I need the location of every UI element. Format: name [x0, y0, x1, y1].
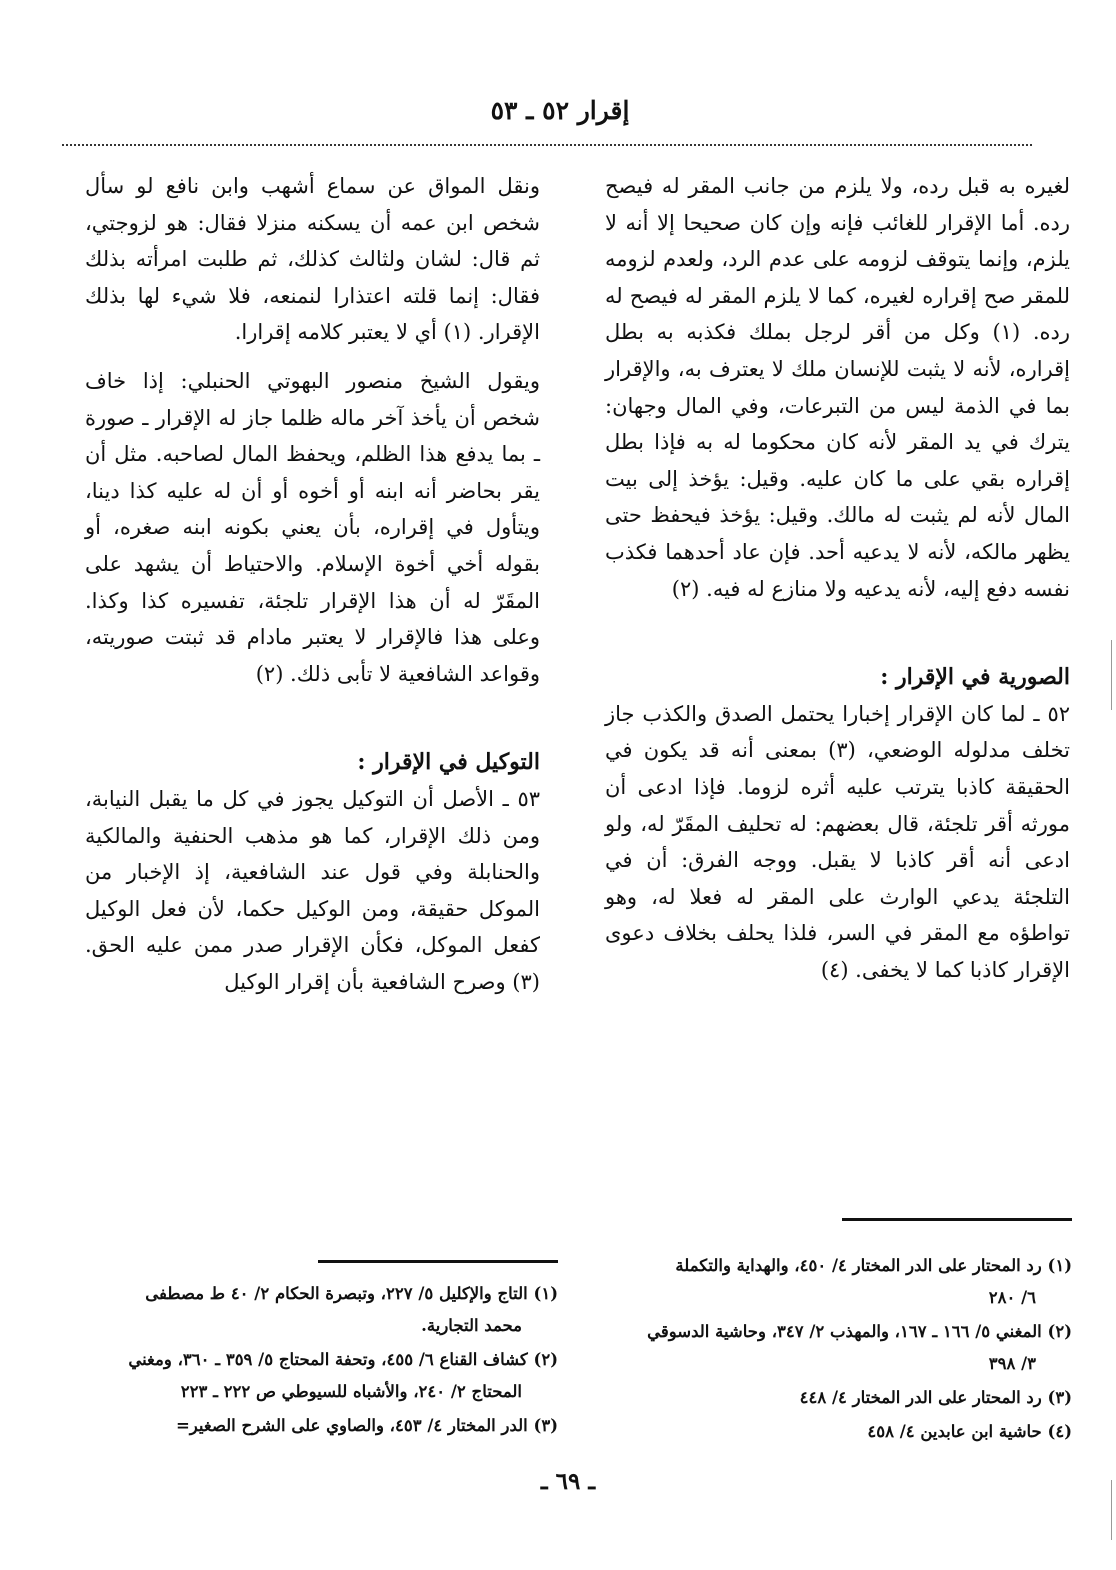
- scan-edge-mark: [1111, 640, 1112, 710]
- footnote: [600, 1416, 1072, 1448]
- section-heading: التوكيل في الإقرار :: [357, 749, 540, 776]
- footnote-text: (١) التاج والإكليل ٥/ ٢٢٧، وتبصرة الحكام ٢/ ٤٠ ط مصطفى: [145, 1284, 558, 1303]
- footnote-continuation: المحتاج ٢/ ٢٤٠، والأشباه للسيوطي ص ٢٢٢ ـ ٢٢٣: [180, 1382, 522, 1401]
- footnote-text: (١) رد المحتار على الدر المختار ٤/ ٤٥٠، والهداية والتكملة: [675, 1256, 1072, 1275]
- footnote: [600, 1316, 1072, 1380]
- footnote-separator: [842, 1218, 1072, 1221]
- footnote-text: (٣) الدر المختار ٤/ ٤٥٣، والصاوي على الشرح الصغير=: [175, 1416, 558, 1435]
- footnotes-left: [100, 1278, 558, 1444]
- paragraph: ٥٢ ـ لما كان الإقرار إخبارا يحتمل الصدق والكذب جاز تخلف مدلوله الوضعي، (٣) بمعنى أنه قد يكون في الحقيقة كاذبا يترتب عليه أثره لزوما. فإذا ادعى أن مورثه أقر تلجئة، قال بعضهم: له تحليف المقَرّ له، ولو ادعى أنه أقر كاذبا لا يقبل. ووجه الفرق: أن في التلجئة يدعي الوارث على المقر له فعلا له، وهو تواطؤه مع المقر في السر، فلذا يحلف بخلاف دعوى الإقرار كاذبا كما لا يخفى. (٤): [605, 701, 1070, 982]
- scan-edge-mark: [1111, 1480, 1112, 1540]
- page-number: ـ ٦٩ ـ: [540, 1468, 596, 1495]
- footnote-continuation: ٦/ ٢٨٠: [988, 1288, 1036, 1307]
- left-column: [85, 168, 540, 1000]
- paragraph: ونقل المواق عن سماع أشهب وابن نافع لو سأل شخص ابن عمه أن يسكنه منزلا فقال: هو لزوجتي، ثم قال: لشان ولثالث كذلك، ثم طلبت امرأته بذلك فقال: إنما قلته اعتذارا لنمنعه، فلا شيء لها بذلك الإقرار. (١) أي لا يعتبر كلامه إقرارا.: [85, 174, 540, 345]
- paragraph: ويقول الشيخ منصور البهوتي الحنبلي: إذا خاف شخص أن يأخذ آخر ماله ظلما جاز له الإقرار ـ صورة ـ بما يدفع هذا الظلم، ويحفظ المال لصاحبه. مثل أن يقر بحاضر أنه ابنه أو أخوه أو أن له عليه كذا دينا، ويتأول في إقراره، بأن يعني بكونه ابنه صغره، أو بقوله أخي أخوة الإسلام. والاحتياط أن يشهد على المقَرّ له أن هذا الإقرار تلجئة، تفسيره كذا وكذا. وعلى هذا فالإقرار لا يعتبر مادام قد ثبتت صوريته، وقواعد الشافعية لا تأبى ذلك. (٢): [85, 368, 540, 686]
- footnote-continuation: محمد التجارية.: [421, 1316, 522, 1335]
- running-header: إقرار ٥٢ ـ ٥٣: [490, 96, 630, 125]
- paragraph: ٥٣ ـ الأصل أن التوكيل يجوز في كل ما يقبل النيابة، ومن ذلك الإقرار، كما هو مذهب الحنفية والمالكية والحنابلة وفي قول عند الشافعية، إذ الإخبار من الموكل حقيقة، ومن الوكيل حكما، لأن فعل الوكيل كفعل الموكل، فكأن الإقرار صدر ممن عليه الحق. (٣) وصرح الشافعية بأن إقرار الوكيل: [85, 786, 540, 994]
- footnote: [100, 1344, 558, 1408]
- footnote-text: (٢) المغني ٥/ ١٦٦ ـ ١٦٧، والمهذب ٢/ ٣٤٧، وحاشية الدسوقي: [647, 1322, 1072, 1341]
- section-gap: [85, 692, 540, 744]
- section-heading: الصورية في الإقرار :: [880, 664, 1070, 691]
- footnote: [100, 1278, 558, 1342]
- footnote-text: (٣) رد المحتار على الدر المختار ٤/ ٤٤٨: [799, 1388, 1072, 1407]
- header-divider: [62, 144, 1032, 146]
- footnotes-right: [600, 1250, 1072, 1450]
- footnote: [600, 1382, 1072, 1414]
- section-gap: [605, 607, 1070, 659]
- footnote: [100, 1410, 558, 1442]
- footnote: [600, 1250, 1072, 1314]
- footnote-continuation: ٣/ ٣٩٨: [988, 1354, 1036, 1373]
- footnote-separator: [318, 1260, 558, 1263]
- footnote-text: (٤) حاشية ابن عابدين ٤/ ٤٥٨: [867, 1422, 1072, 1441]
- paragraph-gap: [85, 351, 540, 363]
- right-column: [605, 168, 1070, 988]
- paragraph: لغيره به قبل رده، ولا يلزم من جانب المقر له فيصح رده. أما الإقرار للغائب فإنه وإن كان صحيحا إلا أنه لا يلزم، وإنما يتوقف لزومه على عدم الرد، ولعدم لزومه للمقر صح إقراره لغيره، كما لا يلزم المقر له فيصح له رده. (١) وكل من أقر لرجل بملك فكذبه به بطل إقراره، لأنه لا يثبت للإنسان ملك لا يعترف به، والإقرار بما في الذمة ليس من التبرعات، وفي المال وجهان: يترك في يد المقر لأنه كان محكوما له به فإذا بطل إقراره بقي على ما كان عليه. وقيل: يؤخذ إلى بيت المال لأنه لم يثبت له مالك. وقيل: يؤخذ فيحفظ حتى يظهر مالكه، لأنه لا يدعيه أحد. فإن عاد أحدهما فكذب نفسه دفع إليه، لأنه يدعيه ولا منازع له فيه. (٢): [605, 174, 1070, 601]
- footnote-text: (٢) كشاف القناع ٦/ ٤٥٥، وتحفة المحتاج ٥/ ٣٥٩ ـ ٣٦٠، ومغني: [128, 1350, 558, 1369]
